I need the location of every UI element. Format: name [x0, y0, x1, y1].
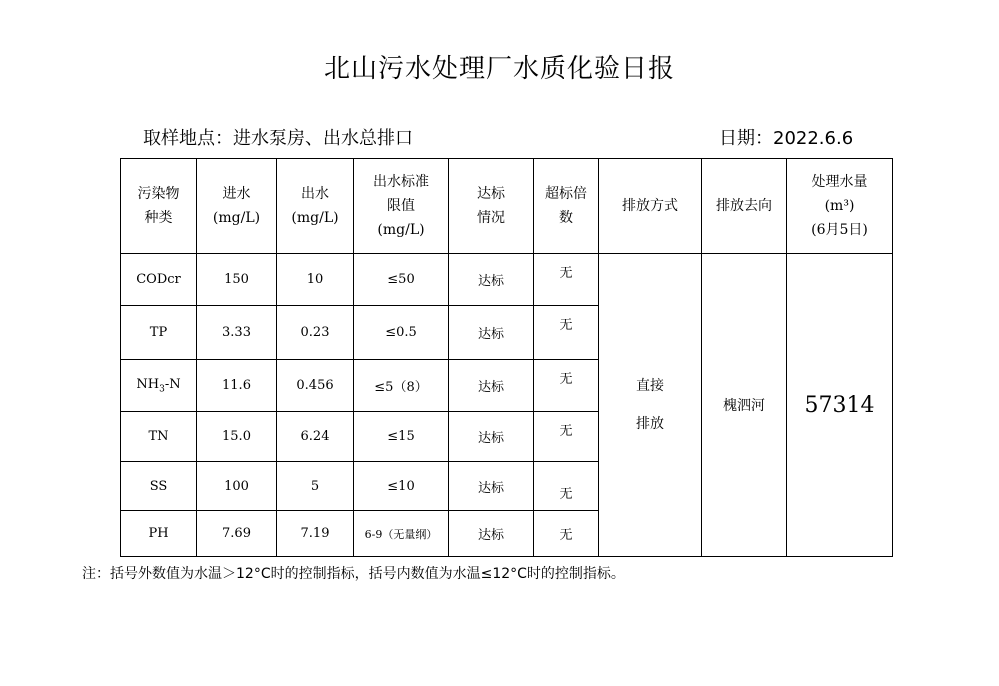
cell-limit: ≤15	[354, 412, 449, 462]
cell-inflow: 15.0	[197, 412, 277, 462]
cell-outflow: 5	[277, 462, 354, 511]
water-quality-table	[120, 158, 893, 557]
header-volume: 处理水量 (m³) (6月5日)	[787, 159, 893, 254]
cell-volume: 57314	[787, 254, 893, 557]
header-outflow: 出水 (mg/L)	[277, 159, 354, 254]
cell-limit: ≤50	[354, 254, 449, 306]
cell-exceed: 无	[534, 360, 599, 412]
report-date: 日期：2022.6.6	[719, 128, 854, 149]
cell-limit: ≤10	[354, 462, 449, 511]
cell-status: 达标	[449, 254, 534, 306]
cell-outflow: 0.23	[277, 306, 354, 360]
cell-limit: 6-9（无量纲）	[354, 511, 449, 557]
cell-inflow: 11.6	[197, 360, 277, 412]
table-footnote: 注：括号外数值为水温＞12°C时的控制指标，括号内数值为水温≤12°C时的控制指标。	[82, 566, 625, 582]
cell-exceed: 无	[534, 412, 599, 462]
cell-outflow: 7.19	[277, 511, 354, 557]
cell-pollutant: SS	[121, 462, 197, 511]
cell-discharge-method: 直接 排放	[599, 254, 702, 557]
cell-limit: ≤0.5	[354, 306, 449, 360]
cell-discharge-to: 槐泗河	[702, 254, 787, 557]
sampling-location: 取样地点：进水泵房、出水总排口	[143, 128, 413, 149]
header-discharge-method: 排放方式	[599, 159, 702, 254]
header-status: 达标 情况	[449, 159, 534, 254]
cell-pollutant: $NH_3-N$	[121, 360, 197, 412]
cell-status: 达标	[449, 511, 534, 557]
cell-exceed: 无	[534, 306, 599, 360]
header-row	[121, 159, 893, 254]
cell-outflow: 10	[277, 254, 354, 306]
header-inflow: 进水 (mg/L)	[197, 159, 277, 254]
header-discharge-to: 排放去向	[702, 159, 787, 254]
cell-status: 达标	[449, 462, 534, 511]
cell-exceed: 无	[534, 462, 599, 511]
report-title: 北山污水处理厂水质化验日报	[323, 54, 675, 84]
cell-limit: ≤5（8）	[354, 360, 449, 412]
cell-inflow: 7.69	[197, 511, 277, 557]
cell-outflow: 6.24	[277, 412, 354, 462]
cell-exceed: 无	[534, 511, 599, 557]
header-limit: 出水标准 限值 (mg/L)	[354, 159, 449, 254]
cell-exceed: 无	[534, 254, 599, 306]
cell-pollutant: TN	[121, 412, 197, 462]
cell-status: 达标	[449, 306, 534, 360]
cell-status: 达标	[449, 360, 534, 412]
table-row	[121, 254, 893, 306]
cell-inflow: 150	[197, 254, 277, 306]
cell-pollutant: CODcr	[121, 254, 197, 306]
header-exceed: 超标倍 数	[534, 159, 599, 254]
cell-outflow: 0.456	[277, 360, 354, 412]
cell-inflow: 3.33	[197, 306, 277, 360]
cell-status: 达标	[449, 412, 534, 462]
cell-inflow: 100	[197, 462, 277, 511]
cell-pollutant: PH	[121, 511, 197, 557]
header-pollutant: 污染物 种类	[121, 159, 197, 254]
cell-pollutant: TP	[121, 306, 197, 360]
